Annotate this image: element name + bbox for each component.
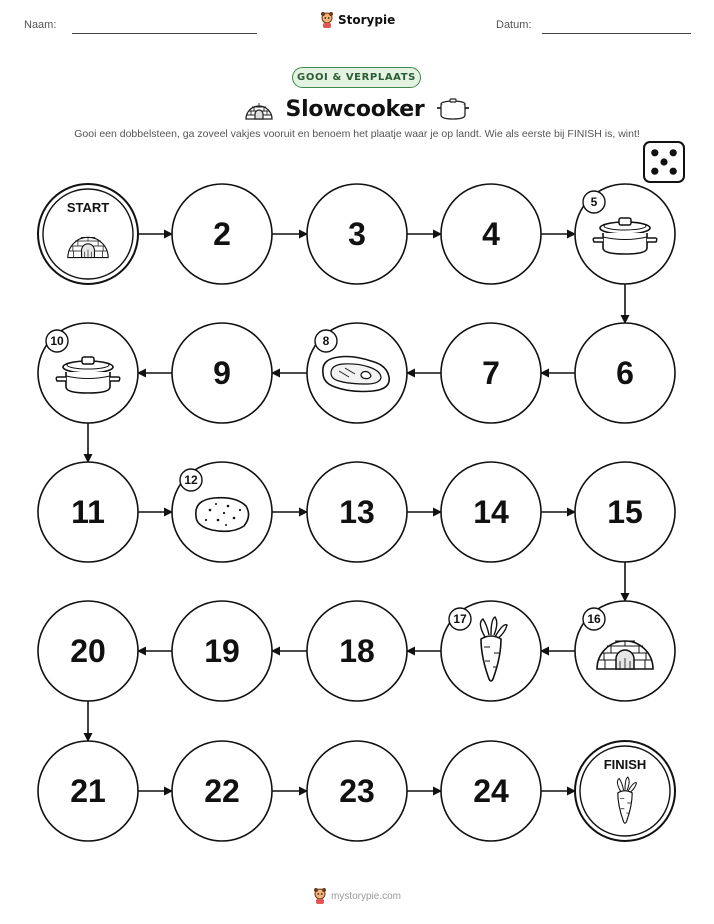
space-number: 18 [339,633,375,669]
board-space-22 [172,741,272,841]
space-number: 21 [70,773,106,809]
space-number: 3 [348,216,366,252]
space-number: 10 [50,334,64,349]
board-space-16 [575,601,675,701]
footer [0,888,714,904]
board-space-25 [575,741,675,841]
storypie-mascot-icon [313,888,327,904]
board-spaces [38,184,675,841]
space-number: 15 [607,494,643,530]
board-space-5 [575,184,675,284]
footer-url: mystorypie.com [330,890,401,902]
dice-pip [651,168,658,175]
board-space-10 [38,323,138,423]
board-space-12 [172,462,272,562]
dice-icon [644,142,684,182]
space-number: 14 [473,494,509,530]
start-label: START [66,200,110,215]
board-space-2 [172,184,272,284]
board-space-15 [575,462,675,562]
board-space-8 [307,323,407,423]
board-space-6 [575,323,675,423]
board-space-17 [441,601,541,701]
board-space-11 [38,462,138,562]
space-number: 12 [184,473,198,488]
space-number: 23 [339,773,375,809]
space-number: 11 [71,494,105,530]
dice-pip [660,158,667,165]
space-number: 8 [322,334,330,349]
board-space-14 [441,462,541,562]
board-space-21 [38,741,138,841]
space-number: 19 [204,633,240,669]
space-number: 5 [590,195,598,210]
board-space-1 [38,184,138,284]
dice-pip [670,168,677,175]
space-number: 22 [204,773,240,809]
board-space-20 [38,601,138,701]
space-number: 6 [616,355,634,391]
space-number: 24 [473,773,509,809]
board-space-3 [307,184,407,284]
board-space-4 [441,184,541,284]
space-number: 7 [482,355,500,391]
board-space-19 [172,601,272,701]
activity-badge: GOOI & VERPLAATS [292,67,421,88]
dice-pip [651,149,658,156]
board-space-24 [441,741,541,841]
finish-label: FINISH [603,757,647,772]
dice-pip [670,149,677,156]
title-text: Slowcooker [285,96,425,122]
board-space-7 [441,323,541,423]
name-label: Naam: [24,19,57,31]
space-number: 13 [339,494,375,530]
brand-name: Storypie [338,13,396,27]
space-number: 9 [213,355,231,391]
potato-icon [196,498,249,532]
board-space-23 [307,741,407,841]
board-space-18 [307,601,407,701]
space-number: 17 [453,612,467,627]
board-space-13 [307,462,407,562]
instructions: Gooi een dobbelsteen, ga zoveel vakjes vooruit en benoem het plaatje waar je op landt. Wie als eerste bij FINISH is, wint! [74,128,640,140]
space-number: 4 [482,216,500,252]
space-number: 16 [587,612,601,627]
date-label: Datum: [496,19,532,31]
space-number: 2 [213,216,231,252]
space-number: 20 [70,633,106,669]
board-space-9 [172,323,272,423]
